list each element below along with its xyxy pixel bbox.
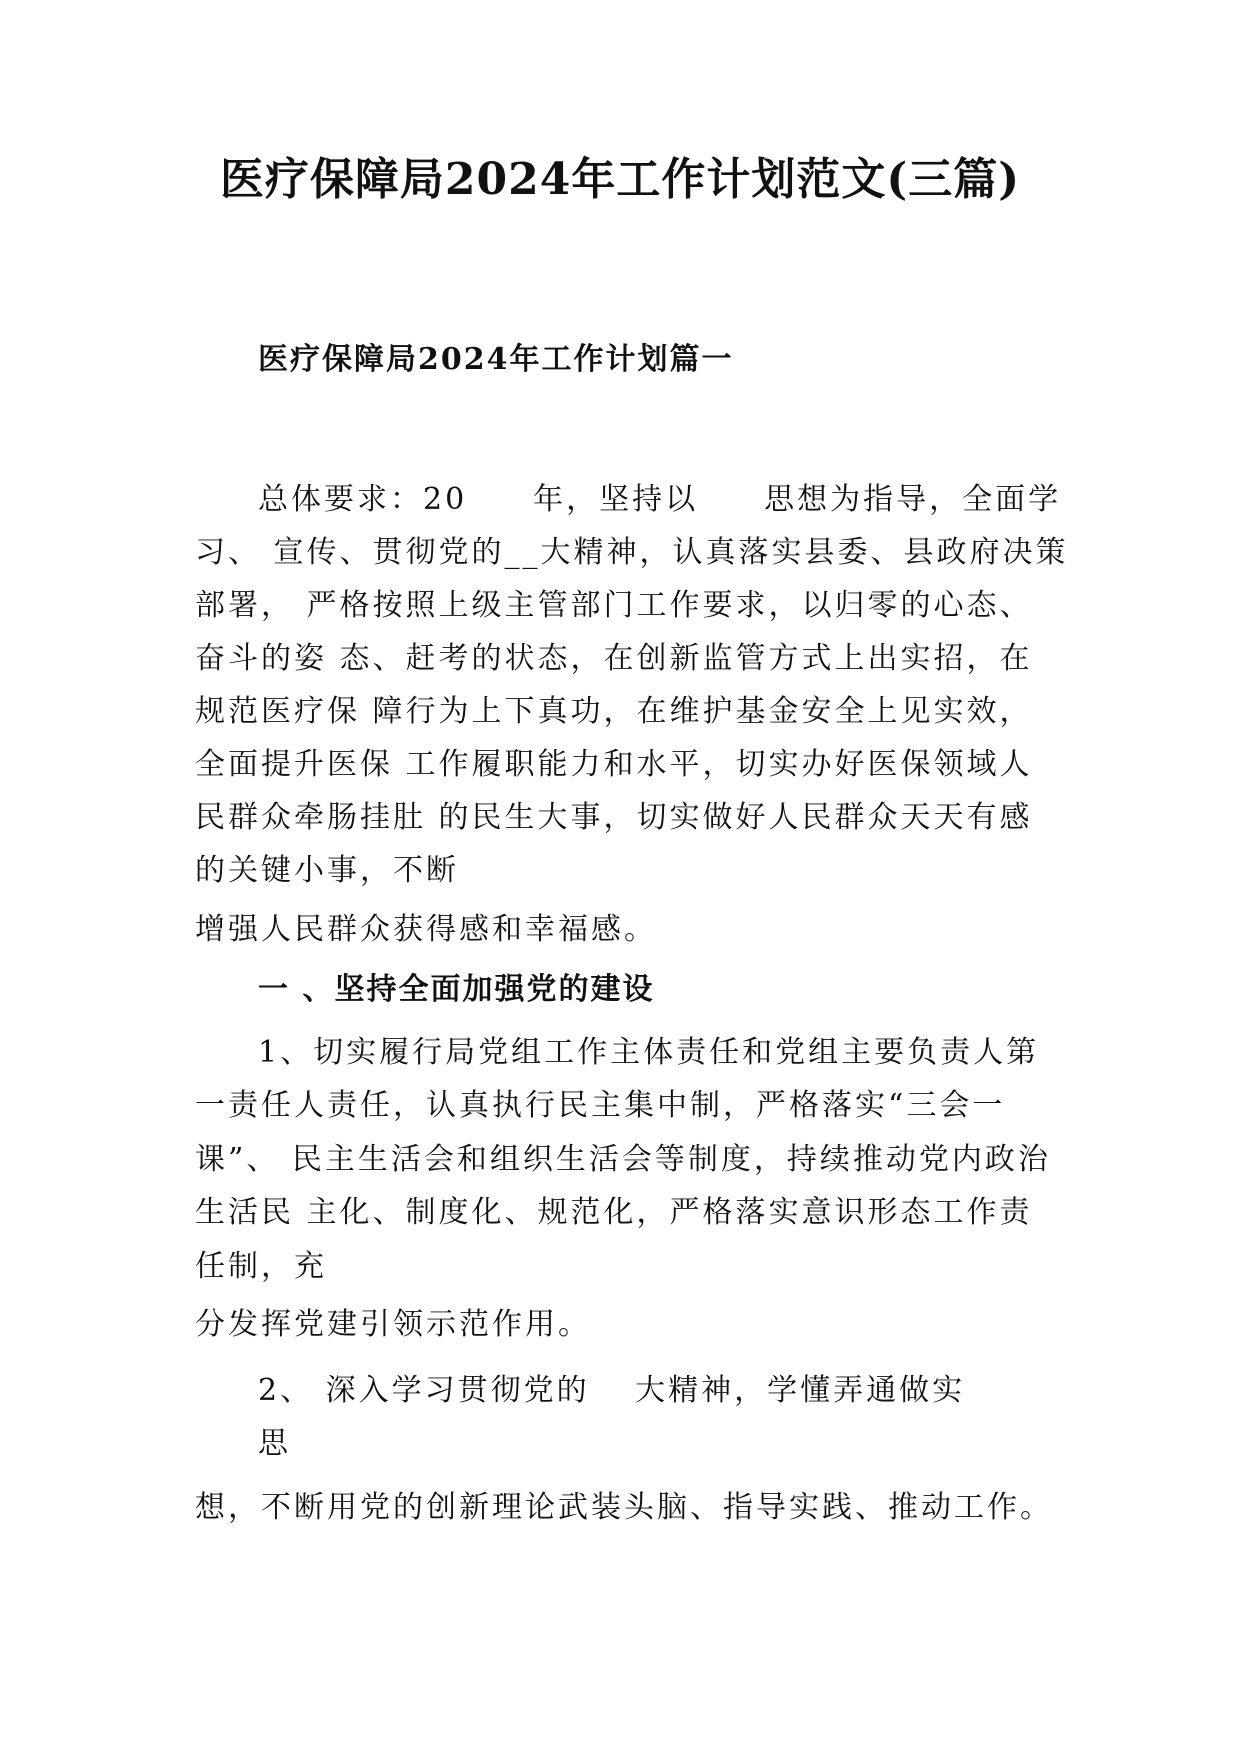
item1-line-1: 1、切实履行局党组工作主体责任和党组主要负责人第 bbox=[258, 1035, 1040, 1070]
section-heading: 一 、坚持全面加强党的建设 bbox=[258, 972, 655, 1007]
intro-line-4: 奋斗的姿 态、赶考的状态，在创新监管方式上出实招，在 bbox=[195, 641, 1033, 676]
item2-line-1: 2、 深入学习贯彻党的 大精神，学懂弄通做实 bbox=[258, 1373, 966, 1408]
intro-line-3: 部署， 严格按照上级主管部门工作要求，以归零的心态、 bbox=[195, 588, 1033, 623]
document-subtitle: 医疗保障局2024年工作计划篇一 bbox=[258, 342, 734, 377]
item2-line-3: 想，不断用党的创新理论武装头脑、指导实践、推动工作。 bbox=[195, 1490, 1053, 1525]
intro-line-2: 习、 宣传、贯彻党的__大精神，认真落实县委、县政府决策 bbox=[195, 535, 1069, 570]
intro-line-7: 民群众牵肠挂肚 的民生大事，切实做好人民群众天天有感 bbox=[195, 800, 1033, 835]
intro-line-1: 总体要求：20 年，坚持以 思想为指导，全面学 bbox=[258, 482, 1062, 517]
intro-line-8: 的关键小事，不断 bbox=[195, 853, 459, 888]
intro-line-5: 规范医疗保 障行为上下真功，在维护基金安全上见实效， bbox=[195, 694, 1033, 729]
item1-line-3: 课”、 民主生活会和组织生活会等制度，持续推动党内政治 bbox=[195, 1142, 1051, 1177]
item1-line-6: 分发挥党建引领示范作用。 bbox=[195, 1307, 591, 1342]
item1-line-5: 任制，充 bbox=[195, 1249, 327, 1284]
intro-line-9: 增强人民群众获得感和幸福感。 bbox=[195, 912, 657, 947]
item1-line-4: 生活民 主化、制度化、规范化，严格落实意识形态工作责 bbox=[195, 1195, 1033, 1230]
item2-line-2: 思 bbox=[258, 1426, 291, 1461]
document-title: 医疗保障局2024年工作计划范文(三篇) bbox=[219, 154, 1021, 205]
item1-line-2: 一责任人责任，认真执行民主集中制，严格落实“三会一 bbox=[195, 1088, 1006, 1123]
intro-line-6: 全面提升医保 工作履职能力和水平，切实办好医保领域人 bbox=[195, 747, 1033, 782]
